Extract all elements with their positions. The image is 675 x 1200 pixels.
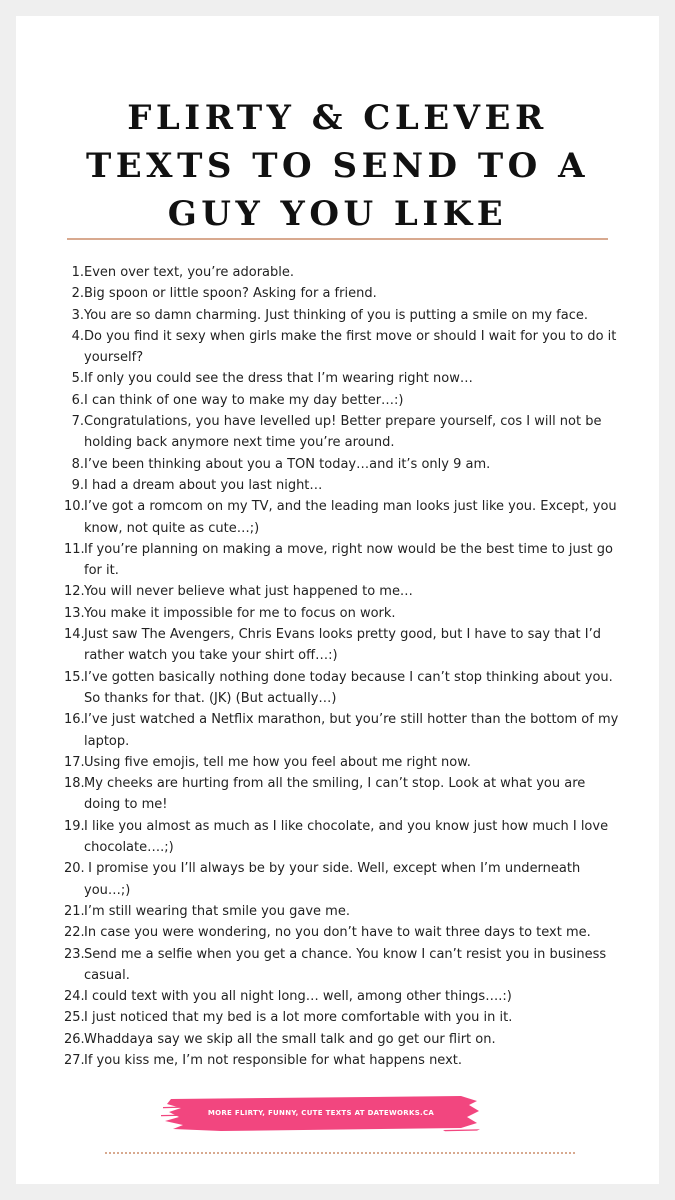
item-text: You will never believe what just happened to me…	[84, 584, 413, 600]
item-number: 26.	[64, 1031, 85, 1047]
item-text: Big spoon or little spoon? Asking for a friend.	[84, 286, 377, 302]
list-item	[64, 944, 624, 987]
item-text: I just noticed that my bed is a lot more comfortable with you in it.	[84, 1010, 513, 1026]
page-title	[16, 94, 659, 238]
item-number: 6.	[71, 392, 84, 408]
item-text: I promise you I’ll always be by your side. Well, except when I’m underneath you…;)	[84, 861, 585, 898]
title-divider	[67, 238, 608, 240]
list-item	[64, 475, 624, 496]
list-item	[64, 326, 624, 369]
list-item	[64, 603, 624, 624]
item-text: If you’re planning on making a move, right now would be the best time to just go for it.	[84, 541, 618, 579]
item-text: You are so damn charming. Just thinking of you is putting a smile on my face.	[84, 307, 588, 323]
list-item	[64, 454, 624, 475]
item-number: 2.	[71, 286, 84, 302]
item-text: I’ve gotten basically nothing done today because I can’t stop thinking about you. So thanks for that. (JK) (But actually…)	[84, 669, 617, 706]
title-line-3: GUY YOU LIKE	[167, 194, 508, 234]
content-card	[16, 16, 659, 1184]
item-number: 19.	[64, 818, 85, 834]
item-number: 22.	[64, 925, 85, 941]
item-number: 9.	[71, 477, 84, 493]
item-number: 13.	[64, 605, 85, 621]
list-item	[64, 816, 624, 859]
list-item	[64, 262, 624, 283]
item-text: In case you were wondering, no you don’t have to wait three days to text me.	[84, 925, 591, 941]
list-item	[64, 752, 624, 773]
list-item	[64, 986, 624, 1007]
item-text: If you kiss me, I’m not responsible for what happens next.	[84, 1052, 463, 1068]
item-number: 24.	[64, 989, 85, 1005]
list-item	[64, 901, 624, 922]
dotted-divider	[105, 1152, 575, 1154]
list-item	[64, 283, 624, 304]
item-text: My cheeks are hurting from all the smiling, I can’t stop. Look at what you are doing to me!	[84, 776, 590, 813]
item-text: Even over text, you’re adorable.	[84, 265, 295, 280]
item-number: 14.	[64, 627, 85, 643]
list-item	[64, 858, 624, 901]
list-item	[64, 1050, 624, 1071]
item-text: I had a dream about you last night…	[84, 477, 323, 493]
item-number: 23.	[64, 946, 85, 962]
list-item	[64, 305, 624, 326]
list-item	[64, 411, 624, 454]
item-number: 3.	[71, 307, 84, 323]
item-number: 21.	[64, 903, 85, 919]
item-number: 5.	[71, 371, 84, 387]
list-item	[64, 390, 624, 411]
promo-banner-text: MORE FLIRTY, FUNNY, CUTE TEXTS AT DATEWORKS.CA	[207, 1109, 435, 1117]
texts-list	[64, 262, 624, 1071]
item-text: I’ve been thinking about you a TON today…and it’s only 9 am.	[84, 456, 491, 472]
list-item	[64, 773, 624, 816]
item-number: 27.	[64, 1052, 85, 1068]
list-item	[64, 667, 624, 710]
list-item	[64, 709, 624, 752]
item-number: 18.	[64, 776, 85, 792]
item-number: 17.	[64, 754, 85, 770]
item-number: 8.	[71, 456, 84, 472]
list-item	[64, 624, 624, 667]
item-text: I could text with you all night long… well, among other things….:)	[84, 989, 512, 1005]
item-text: Whaddaya say we skip all the small talk and go get our flirt on.	[84, 1031, 496, 1047]
item-number: 20.	[64, 861, 85, 877]
title-line-1: FLIRTY & CLEVER	[127, 98, 548, 138]
list-item	[64, 922, 624, 943]
promo-banner[interactable]	[161, 1094, 481, 1132]
item-number: 1.	[71, 265, 84, 280]
list-item	[64, 1029, 624, 1050]
list-item	[64, 1007, 624, 1028]
item-number: 7.	[71, 414, 84, 430]
item-number: 11.	[64, 541, 85, 557]
item-text: I like you almost as much as I like chocolate, and you know just how much I love chocolate….;)	[84, 818, 613, 856]
item-text: Do you find it sexy when girls make the first move or should I wait for you to do it yourself?	[84, 328, 621, 366]
item-text: I’ve got a romcom on my TV, and the leading man looks just like you. Except, you know, not quite as cute…;)	[84, 499, 621, 536]
item-text: Just saw The Avengers, Chris Evans looks pretty good, but I have to say that I’d rather watch you take your shirt off…:)	[84, 627, 606, 664]
item-number: 10.	[64, 499, 85, 515]
list-item	[64, 368, 624, 389]
item-number: 16.	[64, 712, 85, 728]
item-text: I can think of one way to make my day better…:)	[84, 392, 404, 408]
list-item	[64, 496, 624, 539]
item-text: Congratulations, you have levelled up! Better prepare yourself, cos I will not be holding back anymore next time you’re around.	[84, 414, 606, 451]
item-text: You make it impossible for me to focus on work.	[84, 605, 396, 621]
list-item	[64, 539, 624, 582]
item-number: 25.	[64, 1010, 85, 1026]
item-number: 4.	[71, 328, 84, 344]
item-text: If only you could see the dress that I’m wearing right now…	[84, 371, 473, 387]
item-text: I’ve just watched a Netflix marathon, but you’re still hotter than the bottom of my laptop.	[84, 712, 623, 749]
item-text: Using five emojis, tell me how you feel about me right now.	[84, 754, 471, 770]
item-number: 12.	[64, 584, 85, 600]
item-text: Send me a selfie when you get a chance. You know I can’t resist you in business casual.	[84, 946, 611, 983]
item-text: I’m still wearing that smile you gave me.	[84, 903, 350, 919]
title-line-2: TEXTS TO SEND TO A	[85, 146, 590, 186]
item-number: 15.	[64, 669, 85, 685]
list-item	[64, 581, 624, 602]
